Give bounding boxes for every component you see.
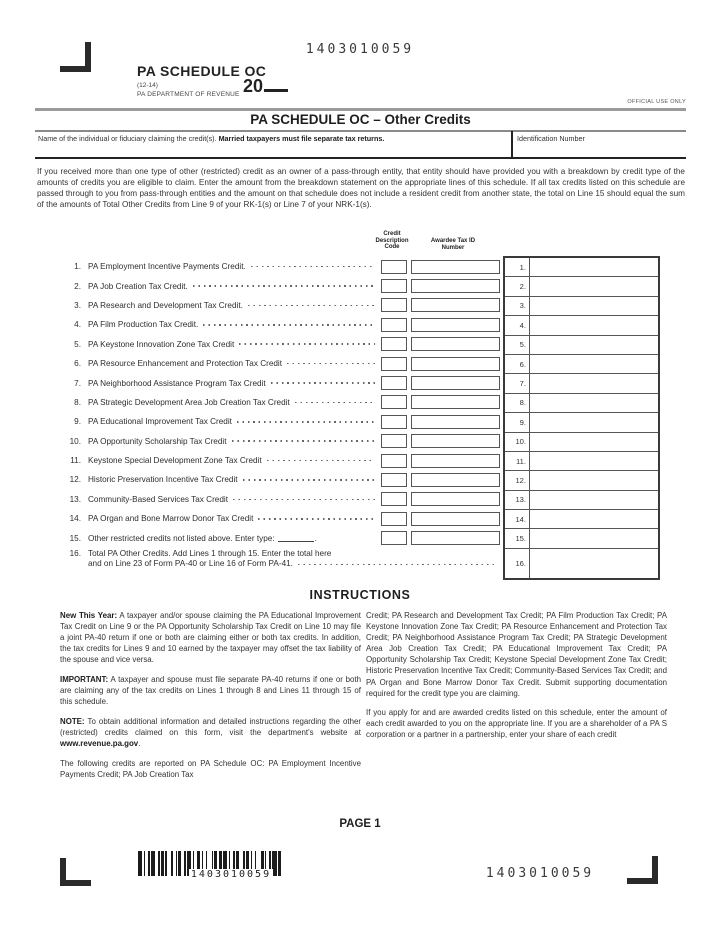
line-label: PA Strategic Development Area Job Creation Tax Credit	[88, 397, 290, 407]
instruction-text: A taxpayer and/or spouse claiming the PA Educational Improvement Tax Credit on Line 9 or the PA Opportunity Scholarship Tax Credit on Line 10 may file a joint PA-40 return if one or both are claiming either or both tax credits. In addition, the tax credits for Lines 9 and 10 earned by the taxpayer may offset the tax liability of the spouse and vice versa.	[60, 611, 361, 665]
awardee-tax-id-box[interactable]	[411, 415, 500, 429]
corner-mark-bottom-left	[60, 858, 91, 886]
amount-row-number: 12.	[505, 471, 530, 489]
amount-row-number: 16.	[505, 549, 530, 578]
credit-description-code-box[interactable]	[381, 473, 407, 487]
amount-row	[505, 413, 658, 432]
name-id-divider	[511, 131, 513, 157]
identification-number-field[interactable]	[517, 134, 585, 143]
department-label: PA DEPARTMENT OF REVENUE	[137, 91, 240, 98]
credit-description-code-box[interactable]	[381, 492, 407, 506]
instruction-text: IMPORTANT:	[60, 674, 109, 684]
instruction-text: .	[138, 738, 141, 748]
intro-paragraph: If you received more than one type of other (restricted) credit as an owner of a pass-through entity, that entity should have provided you with a breakdown by credit type of the amounts of credits you are eligible to claim. Enter the amount from the breakdown statement on the appropriate lines of this schedule. If all tax credits listed on this schedule are passed through to you from pass-through entities and the amount on that schedule does not include a resident credit from another state, the total on Line 15 should equal the sum of the amounts of Total Other Credits from Line 9 of your RK-1(s) or Line 7 of your NRK-1(s).	[37, 167, 685, 209]
dotted-leader	[258, 518, 375, 520]
instructions-right-column	[366, 610, 667, 749]
dotted-leader	[322, 537, 375, 539]
awardee-tax-id-box[interactable]	[411, 318, 500, 332]
tax-year-blank[interactable]	[264, 79, 288, 92]
credit-line-row	[62, 276, 500, 295]
identification-number-label: Identification Number	[517, 134, 585, 143]
amount-row-number: 8.	[505, 394, 530, 412]
amount-row	[505, 471, 658, 490]
amount-cell[interactable]	[530, 491, 658, 509]
awardee-tax-id-box[interactable]	[411, 434, 500, 448]
credit-description-code-box[interactable]	[381, 337, 407, 351]
credit-description-code-header: Credit Description Code	[375, 231, 409, 251]
amount-cell[interactable]	[530, 355, 658, 373]
credit-description-code-box[interactable]	[381, 260, 407, 274]
amount-row	[505, 355, 658, 374]
line-label: Keystone Special Development Zone Tax Credit	[88, 456, 262, 466]
credit-description-code-box[interactable]	[381, 395, 407, 409]
line-number: 2.	[74, 281, 81, 291]
amount-row-number: 4.	[505, 316, 530, 334]
amount-row-number: 15.	[505, 529, 530, 547]
line-label: PA Neighborhood Assistance Program Tax Credit	[88, 378, 266, 388]
line-number: 6.	[74, 359, 81, 369]
line-label: Community-Based Services Tax Credit	[88, 494, 228, 504]
credit-line-row	[62, 393, 500, 412]
credit-line-row	[62, 257, 500, 276]
dotted-leader	[239, 343, 375, 345]
amount-cell[interactable]	[530, 316, 658, 334]
credit-description-code-box[interactable]	[381, 434, 407, 448]
line-number: 10.	[69, 436, 81, 446]
amount-row	[505, 258, 658, 277]
amount-cell[interactable]	[530, 413, 658, 431]
amount-row	[505, 394, 658, 413]
instruction-paragraph	[366, 707, 667, 740]
instruction-paragraph	[60, 610, 361, 665]
line-number: 5.	[74, 339, 81, 349]
amount-row-number: 5.	[505, 336, 530, 354]
instruction-text: To obtain additional information and detailed instructions regarding the other (restricted) credits claimed on this form, visit the department's website at	[60, 716, 361, 737]
form-code-bottom: 1403010059	[485, 866, 595, 881]
amount-row	[505, 374, 658, 393]
line-label: PA Organ and Bone Marrow Donor Tax Credit	[88, 514, 254, 524]
instruction-text: Credit; PA Research and Development Tax Credit; PA Film Production Tax Credit; PA Keystone Innovation Zone Tax Credit; PA Resource Enhancement and Protection Tax Credit; PA Neighborhood Assistance Program Tax Credit; PA Strategic Development Area Job Creation Tax Credit; PA Educational Improvement Tax Credit; PA Opportunity Scholarship Tax Credit; Keystone Special Development Zone Tax Credit; Historic Preservation Incentive Tax Credit; Community-Based Services Tax Credit; and PA Organ and Bone Marrow Donor Tax Credit. Submit supporting documentation required for the credit type you are claiming.	[366, 611, 667, 698]
name-field-label-bold: Married taxpayers must file separate tax returns.	[218, 134, 385, 143]
credit-line-row	[62, 335, 500, 354]
amount-cell[interactable]	[530, 510, 658, 528]
amount-row	[505, 452, 658, 471]
amount-row-number: 14.	[505, 510, 530, 528]
credit-line-row	[62, 373, 500, 392]
dotted-leader	[287, 363, 375, 365]
line-number: 14.	[69, 514, 81, 524]
credit-line-row	[62, 548, 500, 578]
dotted-leader	[237, 421, 375, 423]
amount-cell[interactable]	[530, 277, 658, 295]
line-number: 9.	[74, 417, 81, 427]
credit-description-code-box[interactable]	[381, 279, 407, 293]
amount-cell[interactable]	[530, 336, 658, 354]
instruction-paragraph	[366, 610, 667, 699]
line-number: 16.	[69, 548, 81, 558]
amount-row-number: 2.	[505, 277, 530, 295]
line-label: Historic Preservation Incentive Tax Credit	[88, 475, 238, 485]
instruction-paragraph	[60, 716, 361, 749]
line-number: 4.	[74, 320, 81, 330]
awardee-tax-id-box[interactable]	[411, 492, 500, 506]
amount-row-number: 11.	[505, 452, 530, 470]
amount-row-number: 3.	[505, 297, 530, 315]
amount-table	[503, 256, 660, 580]
dotted-leader	[248, 305, 375, 307]
credit-line-row	[62, 296, 500, 315]
amount-cell[interactable]	[530, 433, 658, 451]
header-rule	[35, 108, 686, 111]
dotted-leader	[298, 564, 498, 566]
awardee-tax-id-box[interactable]	[411, 376, 500, 390]
credit-line-row	[62, 315, 500, 334]
line-number: 1.	[74, 262, 81, 272]
line-label: PA Educational Improvement Tax Credit	[88, 417, 232, 427]
dotted-leader	[243, 479, 375, 481]
amount-cell[interactable]	[530, 394, 658, 412]
credit-description-code-box[interactable]	[381, 376, 407, 390]
amount-row	[505, 529, 658, 548]
form-code-top: 1403010059	[305, 42, 415, 57]
line-number: 13.	[69, 494, 81, 504]
enter-type-blank[interactable]	[278, 534, 314, 542]
credit-line-row	[62, 451, 500, 470]
awardee-tax-id-box[interactable]	[411, 395, 500, 409]
line-label: Total PA Other Credits. Add Lines 1 through 15. Enter the total here	[88, 548, 332, 558]
dotted-leader	[203, 324, 375, 326]
instruction-paragraph	[60, 758, 361, 780]
dotted-leader	[232, 440, 376, 442]
instruction-text: The following credits are reported on PA Schedule OC: PA Employment Incentive Payments Credit; PA Job Creation Tax	[60, 758, 361, 779]
line-number: 11.	[70, 456, 81, 466]
line-label-continued	[88, 559, 500, 570]
instruction-text: New This Year:	[60, 611, 118, 620]
credit-line-row	[62, 470, 500, 489]
amount-row	[505, 549, 658, 578]
official-use-label: OFFICIAL USE ONLY	[627, 99, 686, 105]
dotted-leader	[251, 266, 375, 268]
credit-description-code-box[interactable]	[381, 357, 407, 371]
revision-label: (12-14)	[137, 82, 158, 89]
tax-year-field[interactable]	[243, 76, 288, 97]
amount-cell[interactable]	[530, 529, 658, 547]
line-number: 8.	[74, 397, 81, 407]
awardee-tax-id-box[interactable]	[411, 454, 500, 468]
awardee-tax-id-box[interactable]	[411, 298, 500, 312]
amount-row-number: 7.	[505, 374, 530, 392]
amount-row	[505, 433, 658, 452]
awardee-tax-id-box[interactable]	[411, 337, 500, 351]
name-field-label: Name of the individual or fiduciary claiming the credit(s).	[38, 134, 219, 143]
credit-line-row	[62, 490, 500, 509]
dotted-leader	[295, 402, 375, 404]
line-label: PA Keystone Innovation Zone Tax Credit	[88, 339, 235, 349]
line-label: PA Resource Enhancement and Protection Tax Credit	[88, 359, 283, 369]
credit-line-row	[62, 528, 500, 547]
instruction-text: NOTE:	[60, 716, 85, 726]
line-number: 7.	[74, 378, 81, 388]
amount-row	[505, 491, 658, 510]
amount-row-number: 10.	[505, 433, 530, 451]
credit-lines	[62, 257, 500, 578]
amount-row-number: 6.	[505, 355, 530, 373]
amount-cell[interactable]	[530, 471, 658, 489]
line-number: 15.	[69, 533, 81, 543]
corner-mark-bottom-right	[627, 856, 658, 884]
amount-cell[interactable]	[530, 549, 658, 578]
barcode-number: 1403010059	[190, 869, 272, 880]
line-number: 3.	[74, 300, 81, 310]
amount-row	[505, 277, 658, 296]
line-label: Other restricted credits not listed above. Enter type:	[88, 533, 275, 543]
amount-row-number: 9.	[505, 413, 530, 431]
amount-row	[505, 316, 658, 335]
credit-description-code-box[interactable]	[381, 318, 407, 332]
line-label: and on Line 23 of Form PA-40 or Line 16 of Form PA-41.	[88, 559, 293, 569]
line-label: PA Opportunity Scholarship Tax Credit	[88, 436, 227, 446]
credit-description-code-box[interactable]	[381, 415, 407, 429]
dotted-leader	[233, 499, 375, 501]
awardee-tax-id-box[interactable]	[411, 279, 500, 293]
form-banner-title: PA SCHEDULE OC – Other Credits	[250, 112, 471, 127]
amount-cell[interactable]	[530, 452, 658, 470]
amount-row	[505, 510, 658, 529]
awardee-tax-id-box[interactable]	[411, 473, 500, 487]
awardee-tax-id-header: Awardee Tax ID Number	[430, 238, 476, 251]
awardee-tax-id-box[interactable]	[411, 531, 500, 545]
amount-row-number: 13.	[505, 491, 530, 509]
amount-row	[505, 297, 658, 316]
awardee-tax-id-box[interactable]	[411, 260, 500, 274]
credit-line-row	[62, 432, 500, 451]
line-label: PA Film Production Tax Credit.	[88, 320, 199, 330]
instruction-text: www.revenue.pa.gov	[60, 738, 139, 748]
credit-description-code-box[interactable]	[381, 531, 407, 545]
page-number: PAGE 1	[339, 818, 381, 830]
credit-line-row	[62, 354, 500, 373]
dotted-leader	[271, 382, 375, 384]
credit-line-row	[62, 509, 500, 528]
line-label: PA Research and Development Tax Credit.	[88, 300, 243, 310]
line-label: PA Employment Incentive Payments Credit.	[88, 262, 246, 272]
awardee-tax-id-box[interactable]	[411, 357, 500, 371]
instructions-heading: INSTRUCTIONS	[309, 588, 411, 602]
amount-row	[505, 336, 658, 355]
instruction-text: A taxpayer and spouse must file separate PA-40 returns if one or both are claiming any of the tax credits on Lines 1 through 8 and Lines 11 through 15 of this schedule.	[60, 674, 361, 707]
credit-description-code-box[interactable]	[381, 512, 407, 526]
amount-row-number: 1.	[505, 258, 530, 276]
line-number: 12.	[69, 475, 81, 485]
name-field[interactable]	[38, 134, 508, 143]
instructions-left-column	[60, 610, 361, 788]
instruction-paragraph	[60, 674, 361, 707]
credit-description-code-box[interactable]	[381, 298, 407, 312]
dotted-leader	[193, 285, 375, 287]
credit-description-code-box[interactable]	[381, 454, 407, 468]
instruction-text: If you apply for and are awarded credits listed on this schedule, enter the amount of each credit awarded to you on the appropriate line. If you are a shareholder of a PA S corporation or a partner in a partnership, enter your share of each credit	[366, 708, 667, 740]
line-label-block	[88, 549, 500, 570]
amount-cell[interactable]	[530, 297, 658, 315]
line-label: PA Job Creation Tax Credit.	[88, 281, 188, 291]
awardee-tax-id-box[interactable]	[411, 512, 500, 526]
line-label-suffix: .	[314, 533, 317, 543]
amount-cell[interactable]	[530, 374, 658, 392]
amount-cell[interactable]	[530, 258, 658, 276]
credit-line-row	[62, 412, 500, 431]
name-id-row	[35, 131, 686, 159]
schedule-title: PA SCHEDULE OC	[137, 63, 267, 79]
dotted-leader	[267, 460, 375, 462]
tax-year-prefix: 20	[243, 76, 264, 96]
